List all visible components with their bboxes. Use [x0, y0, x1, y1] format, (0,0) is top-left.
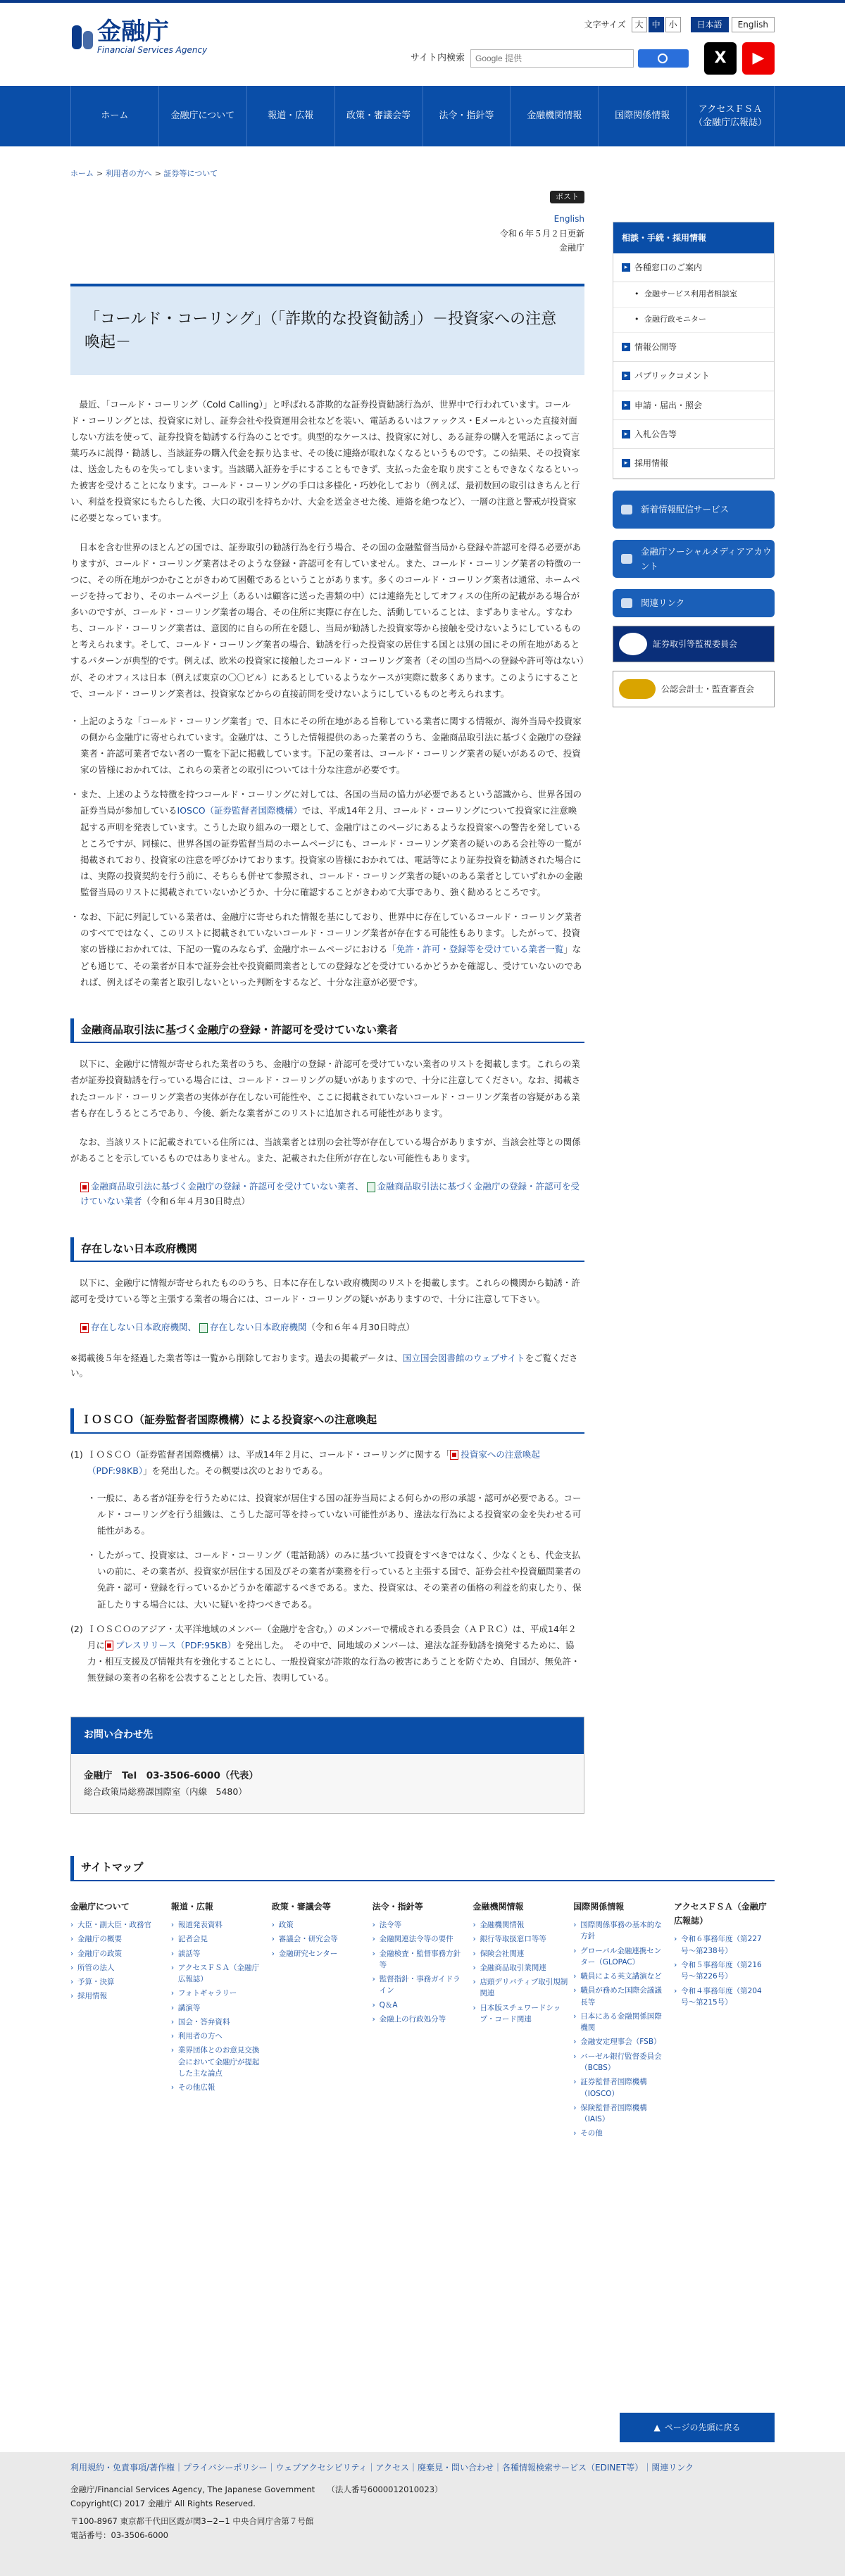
sitemap-link[interactable]: › バーゼル銀行監督委員会（BCBS） — [573, 2051, 668, 2074]
post-button[interactable]: ポスト — [550, 191, 584, 204]
nav-press[interactable]: 報道・広報 — [246, 86, 334, 146]
section-heading-gov: 存在しない日本政府機関 — [70, 1237, 584, 1263]
sitemap-link[interactable]: › その他広報 — [171, 2082, 266, 2093]
sitemap-link[interactable]: › 政策 — [272, 1919, 367, 1931]
sitemap-column — [171, 1900, 272, 2142]
sitemap-column — [70, 1900, 171, 2142]
sitemap-link[interactable]: › 所管の法人 — [70, 1962, 165, 1974]
breadcrumb: ホーム > 利用者の方へ > 証券等について — [70, 169, 218, 178]
sitemap-link[interactable]: › 談話等 — [171, 1948, 266, 1959]
lang-en-button[interactable]: English — [732, 17, 775, 32]
unregistered-note: なお、当該リストに記載されている住所には、当該業者とは別の会社等が存在している場合がありますが、当該会社等との関係があることを示しているものではありません。また、記載された住所が存在しない可能性もあります。 — [70, 1136, 581, 1163]
sidebar-heading: 相談・手続・採用情報 — [613, 222, 774, 253]
agency-name: 金融庁 — [558, 243, 584, 253]
sitemap-link[interactable]: › 金融研究センター — [272, 1948, 367, 1959]
site-logo[interactable] — [70, 18, 207, 55]
contact-heading: お問い合わせ先 — [71, 1717, 584, 1754]
sitemap-link[interactable]: › 金融関連法令等の要件 — [373, 1933, 468, 1945]
sitemap-column-heading[interactable]: 報道・広報 — [170, 1901, 213, 1912]
logo-jp: 金融庁 — [97, 18, 169, 46]
page-title: 「コールド・コーリング」（「詐欺的な投資勧誘」）－投資家への注意喚起－ — [70, 284, 584, 375]
sitemap-link[interactable]: › その他 — [573, 2128, 668, 2139]
footer-phone: 電話番号：03-3506-6000 — [70, 2530, 168, 2541]
footer-links[interactable]: 利用規約・免責事項/著作権｜プライバシーポリシー｜ウェブアクセシビリティ｜アクセス｜廃棄見・問い合わせ｜各種情報検索サービス（EDINET等）｜関連リンク — [70, 2463, 694, 2473]
gov-pdf-link[interactable]: 存在しない日本政府機関、 — [91, 1322, 197, 1333]
sitemap-link[interactable]: › 国会・答弁資料 — [171, 2016, 266, 2028]
sidebar-item-windows[interactable]: ▸ 各種窓口のご案内 — [613, 253, 774, 282]
sitemap-link[interactable]: › 保険監督者国際機構（IAIS） — [573, 2102, 668, 2126]
breadcrumb-users[interactable]: 利用者の方へ — [105, 169, 152, 178]
link-icon — [621, 598, 632, 608]
sitemap-link[interactable]: › フォトギャラリー — [171, 1988, 266, 1999]
pdf-icon — [80, 1182, 89, 1192]
sitemap-column-heading[interactable]: 国際関係情報 — [573, 1901, 625, 1912]
unregistered-excel-link[interactable]: 金融商品取引法に基づく金融庁の登録・許認可を受けていない業者 — [80, 1181, 580, 1207]
pdf-icon — [80, 1323, 89, 1333]
sitemap-link[interactable]: › 職員による英文講演など — [573, 1971, 668, 1982]
sitemap-link[interactable]: › 日本版スチュワードシップ・コード関連 — [472, 2002, 568, 2026]
sidebar-item-recruit[interactable]: ▸ 採用情報 — [613, 449, 774, 478]
nav-policy[interactable]: 政策・審議会等 — [334, 86, 423, 146]
sesc-logo-icon — [619, 633, 647, 655]
ndl-link[interactable]: 国立国会図書館のウェブサイト — [402, 1352, 525, 1363]
sitemap-column-heading[interactable]: 政策・審議会等 — [271, 1901, 331, 1912]
iosco-link[interactable]: IOSCO（証券監督者国際機構） — [177, 805, 303, 816]
excel-icon — [199, 1323, 208, 1333]
sitemap-link[interactable]: › 令和５事務年度（第216号〜第226号） — [674, 1959, 769, 1983]
sitemap-column-heading[interactable]: 法令・指針等 — [372, 1901, 423, 1912]
sitemap-link[interactable]: › 職員が務めた国際会議議長等 — [573, 1985, 668, 2008]
unregistered-pdf-link[interactable]: 金融商品取引法に基づく金融庁の登録・許認可を受けていない業者、 — [91, 1181, 364, 1192]
font-size-medium-button[interactable]: 中 — [649, 17, 664, 32]
sidebar-sub-consult[interactable]: • 金融サービス利用者相談室 — [613, 282, 774, 308]
sitemap-link[interactable]: › 令和６事務年度（第227号〜第238号） — [674, 1933, 769, 1957]
social-media-button[interactable]: 金融庁ソーシャルメディアアカウント — [613, 540, 775, 578]
sidebar-sub-monitor[interactable]: • 金融行政モニター — [613, 308, 774, 333]
iosco-point: ・ 一般に、ある者が証券を行うためには、投資家が居住する国の証券当局による何らかの形の承認・認可が必要である。コールド・コーリングを行う組織は、こうした認可等を持っていない可能性があり、違法な行為による投資家の金を失わせる可能性がある。 — [87, 1490, 584, 1539]
nav-institutions[interactable]: 金融機関情報 — [510, 86, 598, 146]
nav-international[interactable]: 国際関係情報 — [598, 86, 686, 146]
footer-copyright: Copyright(C) 2017 金融庁 All Rights Reserved. — [70, 2498, 256, 2508]
notice-item: ・ また、上述のような特徴を持つコールド・コーリングに対しては、各国の当局の協力が必要であるという認識から、世界各国の証券当局が参加しているIOSCO（証券監督者国際機構）では、平成14年２月、コールド・コーリングについて投資家に注意喚起する声明を発表しています。こうした取り組みの一環として、金融庁はこのページにあるような投資家への警告を発しているところですが、同様に、世界各国の証券監督当局のホームページにも、コールド・コーリング業者の疑いのある会社等の一覧が掲載されており、投資家の注意を呼びかけております。投資家の皆様におかれては、電話等により証券投資を勧誘された場合には、実際の投資契約を行う前に、そちらも併せて参照され、コールド・コーリング業者の疑いのある業者としていずれかの金融監督当局のリストに掲載されていないかどうか、十分に確認することがきわめて大事であり、強く勧めるところです。 — [70, 786, 584, 900]
sitemap-link[interactable]: › 大臣・副大臣・政務官 — [70, 1919, 165, 1931]
sitemap-column-heading[interactable]: 金融庁について — [70, 1901, 130, 1912]
sitemap-link[interactable]: › 店頭デリバティブ取引規制関連 — [472, 1976, 568, 2000]
sitemap-column — [472, 1900, 573, 2142]
cpaaob-logo-icon — [619, 679, 656, 699]
iosco-list: (1) ＩＯＳＣＯ（証券監督者国際機構）は、平成14年２月に、コールド・コーリングに関する「 投資家への注意喚起（PDF:98KB）」を発出した。その概要は次のとおりである。 ・ 一般に、ある者が証券を行うためには、投資家が居住する国の証券当局による何らかの形の承認・認可が必要である。コールド・コーリングを行う組織は、こうした認可等を持っていない可能性があり、違法な行為による投資家の金を失わせる可能性がある。 ・ したがって、投資家は、コールド・コーリング（電話勧誘）のみに基づいて投資をすべきではなく、少なくとも、代金支払いの前に、その業者が、投資家が居住する国及びその業者が業務を行っていると主張する国で、証券会社や投資顧問業者の免許・認可・登録を行っているかどうかを確認するべきである。また、投資家は、その業者の価格の利益を約束したり、保証したりする場合には、大いに疑いを持つべきである。 (2) ＩＯＳＣＯのアジア・太平洋地域のメンバー（金融庁を含む。）のメンバーで構成される委員会（ＡＰＲＣ）は、平成14年２月に プレスリリース（PDF:95KB）を発出した。 その中で、同地域のメンバーは、違法な証券勧誘を摘発するために、協力・相互支援及び情報共有を強化することにし、一般投資家が詐欺的な行為の被害にあうことを防ぐため、自国が、無免許・無登録の業者の名称を公表することとした旨、表明している。 — [70, 1446, 584, 1686]
sitemap-link[interactable]: › 国際関係事務の基本的な方針 — [573, 1919, 668, 1943]
location-paragraph: 日本を含む世界のほとんどの国では、証券取引の勧誘行為を行う場合、その国の金融監督当局から登録や許認可を得る必要がありますが、コールド・コーリング業者はそのような登録・許認可を有していません。また、コールド・コーリング業者の特徴の一つに、その所在地がつかむことがきわめて困難であるということがあります。多くのコールド・コーリング業者は通常、ホームページを持っており、そのホームページ上（あるいは顧客に送った書類の中）には連絡先としてオフィスの住所の記載がある場合が多いのですが、コールド・コーリング業者の場合、その住所に実際に存在した、活動していることは、まずありません。すなわち、コールド・コーリング業者は、意図的に自らの所在を隠し、当局が勧誘した投資家等から接触を受けないようにしているものと考えられます。そして、コールド・コーリング業者の場合、勧誘を行った投資家の居住する国とは別の国にその所在地があるとするパターンが典型的です。例えば、欧米の投資家に接触したコールド・コーリング業者（その国の当局への登録や許可等はない）が、そのオフィスは日本（例えば東京の〇〇ビル）にあるとしているようなケースが実際に数多くあります。このようにすることで、コールド・コーリング業者は、投資家などからの直接訪問を受けないようにしているものと考えられます。 — [70, 541, 584, 699]
sitemap-link[interactable]: › 令和４事務年度（第204号〜第215号） — [674, 1985, 769, 2009]
sitemap-link[interactable]: › 金融上の行政処分等 — [373, 2014, 468, 2025]
sitemap-column — [373, 1900, 473, 2142]
footer-agency: 金融庁/Financial Services Agency, The Japanese Government （法人番号6000012010023） — [70, 2485, 443, 2495]
nav-access-fsa[interactable]: アクセスＦＳＡ （金融庁広報誌） — [686, 86, 775, 146]
notice-item: ・ なお、下記に列記している業者は、金融庁に寄せられた情報を基にしており、世界中に存在しているコールド・コーリング業者のすべてではなく、このリストに掲載されていないコールド・コーリング業者が存在する可能性もあります。したがって、投資家の皆様におかれては、下記の一覧のみならず、金融庁ホームページにおける「免許・許可・登録等を受けている業者一覧」なども通じて、その業者が日本で証券会社や投資顧問業者としての登録などを受けているかどうかを確認し、受けていないのであれば、例えばその業者と取引しないといった判断をするなど、十分な注意が必要です。 — [70, 909, 584, 990]
x-twitter-icon[interactable]: X — [704, 42, 737, 75]
page-top-button[interactable]: ▲ ページの先頭に戻る — [620, 2413, 775, 2442]
news-delivery-button[interactable]: 新着情報配信サービス — [613, 491, 775, 529]
contact-dept: 総合政策局総務課国際室（内線 5480） — [84, 1786, 247, 1797]
sesc-banner[interactable]: 証券取引等監視委員会 — [613, 626, 775, 662]
sitemap-link[interactable]: › Q＆A — [373, 2000, 468, 2011]
sitemap-link[interactable]: › 日本にある金融関係国際機関 — [573, 2011, 668, 2034]
sitemap-link[interactable]: › 銀行等取扱窓口等等 — [472, 1933, 568, 1945]
sidebar-item-bidding[interactable]: ▸ 入札公告等 — [613, 420, 774, 449]
sitemap-link[interactable]: › 記者会見 — [171, 1933, 266, 1945]
pdf-icon — [105, 1641, 113, 1650]
sitemap-link[interactable]: › 審議会・研究会等 — [272, 1933, 367, 1945]
english-link[interactable]: English — [553, 214, 584, 225]
cpaaob-banner[interactable]: 公認会計士・監査審査会 — [613, 671, 775, 707]
gov-paragraph: 以下に、金融庁に情報が寄せられたもののうち、日本に存在しない政府機関のリストを掲載します。これらの機関から勧誘・許認可を受けている等と主張する業者の場合には、コールド・コーリングの疑いがありますので、十分に注意して下さい。 — [70, 1277, 580, 1305]
main-content: ポスト English 令和６年５月２日更新 金融庁 「コールド・コーリング」（「詐欺的な投資勧誘」）－投資家への注意喚起－ 最近、「コールド・コーリング（Cold Calling）」と呼ばれる詐欺的な証券投資勧誘行為が、世界中で行われています。コールド・コーリングとは、投資家に対し、証券会社や投資運用会社などを装い、電話あるいはファックス・Eメールといった直接対面しない方法を使って、証券投資を勧誘する行為のことです。典型的なケースは、投資家に対し、ある証券の購入を電話によって言葉巧みに説得・勧誘し、当該証券の購入代金を振り込ませ、その後に連絡が取れなくなるというものです。この結果、その投資家は、送金したものを失ってしまいます。当該購入証券を手にすることもできず、支払った金を取り戻すこともできなくなるといった被害を受けることになります。コールド・コーリングの手口は多様化・巧妙化しており（例えば、最初数回の取引はきちんと行い、利益を投資家にもたらした後、大口の取引を持ちかけ、大金を送金させた後、連絡を絶つなど）、一層の注意と警戒が投資家に必要となっています。 日本を含む世界のほとんどの国では、証券取引の勧誘行為を行う場合、その国の金融監督当局から登録や許認可を得る必要がありますが、コールド・コーリング業者はそのような登録・許認可を有していません。また、コールド・コーリング業者の特徴の一つに、その所在地がつかむことがきわめて困難であるということがあります。多くのコールド・コーリング業者は通常、ホームページを持っており、そのホームページ上（あるいは顧客に送った書類の中）には連絡先としてオフィスの住所の記載がある場合が多いのですが、コールド・コーリング業者の場合、その住所に実際に存在した、活動していることは、まずありません。すなわち、コールド・コーリング業者は、意図的に自らの所在を隠し、当局が勧誘した投資家等から接触を受けないようにしているものと考えられます。そして、コールド・コーリング業者の場合、勧誘を行った投資家の居住する国とは別の国にその所在地があるとするパターンが典型的です。例えば、欧米の投資家に接触したコールド・コーリング業者（その国の当局への登録や許可等はない）が、そのオフィスは日本（例えば東京の〇〇ビル）にあるとしているようなケースが実際に数多くあります。このようにすることで、コールド・コーリング業者は、投資家などからの直接訪問を受けないようにしているものと考えられます。 ・ 上記のような「コールド・コーリング業者」で、日本にその所在地がある旨称している業者に関する情報が、海外当局や投資家の側から金融庁に寄せられています。金融庁は、こうした情報提供のあった業者のうち、金融商品取引法に基づく金融庁の登録業者・許認可業者でない者の一覧を下記に掲載しています。下記の業者は、コールド・コーリング業者の疑いがあるので、投資家の皆様におかれては、これらの業者との取引については十分な注意が必要です。 ・ また、上述のような特徴を持つコールド・コーリングに対しては、各国の当局の協力が必要であるという認識から、世界各国の証券当局が参加しているIOSCO（証券監督者国際機構）では、平成14年２月、コールド・コーリングについて投資家に注意喚起する声明を発表しています。こうした取り組みの一環として、金融庁はこのページにあるような投資家への警告を発しているところですが、同様に、世界各国の証券監督当局のホームページにも、コールド・コーリング業者の疑いのある会社等の一覧が掲載されており、投資家の注意を呼びかけております。投資家の皆様におかれては、電話等により証券投資を勧誘された場合には、実際の投資契約を行う前に、そちらも併せて参照され、コールド・コーリング業者の疑いのある業者としていずれかの金融監督当局のリストに掲載されていないかどうか、十分に確認することがきわめて大事であり、強く勧めるところです。 ・ なお、下記に列記している業者は、金融庁に寄せられた情報を基にしており、世界中に存在しているコールド・コーリング業者のすべてではなく、このリストに掲載されていないコールド・コーリング業者が存在する可能性もあります。したがって、投資家の皆様におかれては、下記の一覧のみならず、金融庁ホームページにおける「免許・許可・登録等を受けている業者一覧」なども通じて、その業者が日本で証券会社や投資顧問業者としての登録などを受けているかどうかを確認し、受けていないのであれば、例えばその業者と取引しないといった判断をするなど、十分な注意が必要です。 金融商品取引法に基づく金融庁の登録・許認可を受けていない業者 以下に、金融庁に情報が寄せられた業者のうち、金融庁の登録・許認可を受けていない業者のリストを掲載します。これらの業者が証券投資勧誘を行っている場合には、コールド・コーリングの疑いがありますので、十分に注意してください。なお、掲載されたコールド・コーリング業者の実体が存在しない可能性や、ここに掲載されていないコールド・コーリング業者の容疑がある業者も存在しうるところであり、今後、新たな業者がこのリストに追加される可能性があります。 なお、当該リストに記載されている住所には、当該業者とは別の会社等が存在している場合がありますが、当該会社等との関係があることを示しているものではありません。また、記載された住所が存在しない可能性もあります。 金融商品取引法に基づく金融庁の登録・許認可を受けていない業者、 金融商品取引法に基づく金融庁の登録・許認可を受けていない業者（令和６年４月30日時点） 存在しない日本政府機関 以下に、金融庁に情報が寄せられたもののうち、日本に存在しない政府機関のリストを掲載します。これらの機関から勧誘・許認可を受けている等と主張する業者の場合には、コールド・コーリングの疑いがありますので、十分に注意して下さい。 存在しない日本政府機関、 存在しない日本政府機関（令和６年４月30日時点） ※掲載後５年を経過した業者等は一覧から削除しております。過去の掲載データは、国立国会図書館のウェブサイトをご覧ください。 ＩＯＳＣＯ（証券監督者国際機構）による投資家への注意喚起 (1) ＩＯＳＣＯ（証券監督者国際機構）は、平成14年２月に、コールド・コーリングに関する「 投資家への注意喚起（PDF:98KB）」を発出した。その概要は次のとおりである。 ・ 一般に、ある者が証券を行うためには、投資家が居住する国の証券当局による何らかの形の承認・認可が必要である。コールド・コーリングを行う組織は、こうした認可等を持っていない可能性があり、違法な行為による投資家の金を失わせる可能性がある。 ・ したがって、投資家は、コールド・コーリング（電話勧誘）のみに基づいて投資をすべきではなく、少なくとも、代金支払いの前に、その業者が、投資家が居住する国及びその業者が業務を行っていると主張する国で、証券会社や投資顧問業者の免許・認可・登録を行っているかどうかを確認するべきである。また、投資家は、その業者の価格の利益を約束したり、保証したりする場合には、大いに疑いを持つべきである。 (2) ＩＯＳＣＯのアジア・太平洋地域のメンバー（金融庁を含む。）のメンバーで構成される委員会（ＡＰＲＣ）は、平成14年２月に プレスリリース（PDF:95KB）を発出した。 その中で、同地域のメンバーは、違法な証券勧誘を摘発するために、協力・相互支援及び情報共有を強化することにし、一般投資家が詐欺的な行為の被害にあうことを防ぐため、自国が、無免許・無登録の業者の名称を公表することとした旨、表明している。 お問い合わせ先 金融庁 Tel 03-3506-6000（代表） 総合政策局総務課国際室（内線 5480） — [70, 189, 584, 1814]
fsa-logo-icon — [70, 23, 94, 51]
sitemap-link[interactable]: › 利用者の方へ — [171, 2031, 266, 2042]
nav-home[interactable]: ホーム — [70, 86, 158, 146]
sitemap-column — [272, 1900, 373, 2142]
breadcrumb-home[interactable]: ホーム — [70, 169, 94, 178]
sidebar-item-application[interactable]: ▸ 申請・届出・照会 — [613, 391, 774, 420]
search-input[interactable] — [470, 49, 634, 68]
global-nav — [0, 86, 845, 146]
nav-laws[interactable]: 法令・指針等 — [423, 86, 511, 146]
youtube-icon[interactable]: ▶ — [742, 42, 775, 75]
sitemap-link[interactable]: › 報道発表資料 — [171, 1919, 266, 1931]
iosco-warning-link[interactable]: 投資家への注意喚起（PDF:98KB） — [87, 1448, 540, 1476]
gov-excel-link[interactable]: 存在しない日本政府機関 — [210, 1322, 307, 1333]
excel-icon — [367, 1182, 375, 1192]
sidebar-item-disclosure[interactable]: ▸ 情報公開等 — [613, 333, 774, 362]
font-size-label: 文字サイズ — [584, 19, 626, 30]
sitemap-link[interactable]: › 講演等 — [171, 2002, 266, 2014]
sitemap-link[interactable]: › 法令等 — [373, 1919, 468, 1931]
contact-box — [70, 1717, 584, 1814]
notice-list — [70, 713, 584, 990]
archive-note: ※掲載後５年を経過した業者等は一覧から削除しております。過去の掲載データは、国立国会図書館のウェブサイトをご覧ください。 — [70, 1352, 578, 1378]
notice-item: ・ 上記のような「コールド・コーリング業者」で、日本にその所在地がある旨称している業者に関する情報が、海外当局や投資家の側から金融庁に寄せられています。金融庁は、こうした情報提供のあった業者のうち、金融商品取引法に基づく金融庁の登録業者・許認可業者でない者の一覧を下記に掲載しています。下記の業者は、コールド・コーリング業者の疑いがあるので、投資家の皆様におかれては、これらの業者との取引については十分な注意が必要です。 — [70, 713, 584, 778]
sitemap-link[interactable]: › グローバル金融連携センター（GLOPAC） — [573, 1945, 668, 1969]
lang-ja-button[interactable]: 日本語 — [691, 17, 729, 32]
footer-address: 〒100-8967 東京都千代田区霞が関3−2−1 中央合同庁舎第７号館 — [70, 2516, 314, 2527]
search-button[interactable] — [638, 49, 689, 68]
press-release-link[interactable]: プレスリリース（PDF:95KB） — [115, 1639, 237, 1650]
sitemap-link[interactable]: › アクセスＦＳＡ（金融庁広報誌） — [171, 1962, 266, 1985]
sitemap-link[interactable]: › 金融商品取引業関連 — [472, 1962, 568, 1974]
sitemap-column — [674, 1900, 775, 2142]
social-icon — [621, 554, 632, 564]
nav-about[interactable]: 金融庁について — [158, 86, 246, 146]
sitemap-link[interactable]: › 採用情報 — [70, 1990, 165, 2002]
sitemap-column — [573, 1900, 674, 2142]
sitemap-link[interactable]: › 金融庁の政策 — [70, 1948, 165, 1959]
sitemap-link[interactable]: › 証券監督者国際機構（IOSCO） — [573, 2076, 668, 2100]
sitemap-column-heading[interactable]: アクセスＦＳＡ（金融庁広報誌） — [674, 1901, 767, 1926]
sitemap-link[interactable]: › 金融機関情報 — [472, 1919, 568, 1931]
pdf-icon — [450, 1450, 458, 1460]
sitemap-link[interactable]: › 保険会社関連 — [472, 1948, 568, 1959]
sidebar — [613, 189, 775, 1814]
sitemap-link[interactable]: › 監督指針・事務ガイドライン — [373, 1974, 468, 1997]
sitemap-column-heading[interactable]: 金融機関情報 — [472, 1901, 524, 1912]
sitemap-link[interactable]: › 予算・決算 — [70, 1976, 165, 1988]
licensed-list-link[interactable]: 免許・許可・登録等を受けている業者一覧 — [396, 944, 564, 955]
sitemap-link[interactable]: › 金融庁の概要 — [70, 1933, 165, 1945]
breadcrumb-securities[interactable]: 証券等について — [163, 169, 218, 178]
sitemap-heading: サイトマップ — [70, 1856, 775, 1881]
sidebar-item-comment[interactable]: ▸ パブリックコメント — [613, 362, 774, 391]
font-size-small-button[interactable]: 小 — [665, 17, 681, 32]
iosco-point: ・ したがって、投資家は、コールド・コーリング（電話勧誘）のみに基づいて投資をすべきではなく、少なくとも、代金支払いの前に、その業者が、投資家が居住する国及びその業者が業務を行っていると主張する国で、証券会社や投資顧問業者の免許・認可・登録を行っているかどうかを確認するべきである。また、投資家は、その業者の価格の利益を約束したり、保証したりする場合には、大いに疑いを持つべきである。 — [87, 1547, 584, 1612]
unregistered-paragraph: 以下に、金融庁に情報が寄せられた業者のうち、金融庁の登録・許認可を受けていない業者のリストを掲載します。これらの業者が証券投資勧誘を行っている場合には、コールド・コーリングの疑いがありますので、十分に注意してください。なお、掲載されたコールド・コーリング業者の実体が存在しない可能性や、ここに掲載されていないコールド・コーリング業者の容疑がある業者も存在しうるところであり、今後、新たな業者がこのリストに追加される可能性があります。 — [70, 1059, 581, 1118]
logo-en: Financial Services Agency — [97, 45, 208, 55]
updated-date: 令和６年５月２日更新 — [499, 228, 584, 239]
sitemap — [0, 1856, 845, 2142]
sitemap-link[interactable]: › 業界団体とのお意見交換会において金融庁が提起した主な論点 — [171, 2045, 266, 2079]
font-size-large-button[interactable]: 大 — [632, 17, 647, 32]
sitemap-link[interactable]: › 金融検査・監督事務方針等 — [373, 1948, 468, 1971]
related-links-button[interactable]: 関連リンク — [613, 589, 775, 617]
footer — [0, 2452, 845, 2576]
section-heading-unregistered: 金融商品取引法に基づく金融庁の登録・許認可を受けていない業者 — [70, 1018, 584, 1044]
search-label: サイト内検索 — [410, 52, 465, 63]
intro-paragraph: 最近、「コールド・コーリング（Cold Calling）」と呼ばれる詐欺的な証券投資勧誘行為が、世界中で行われています。コールド・コーリングとは、投資家に対し、証券会社や投資運用会社などを装い、電話あるいはファックス・Eメールといった直接対面しない方法を使って、証券投資を勧誘する行為のことです。典型的なケースは、投資家に対し、ある証券の購入を電話によって言葉巧みに説得・勧誘し、当該証券の購入代金を振り込ませ、その後に連絡が取れなくなるというものです。この結果、その投資家は、送金したものを失ってしまいます。当該購入証券を手にすることもできず、支払った金を取り戻すこともできなくなるといった被害を受けることになります。コールド・コーリングの手口は多様化・巧妙化しており（例えば、最初数回の取引はきちんと行い、利益を投資家にもたらした後、大口の取引を持ちかけ、大金を送金させた後、連絡を絶つなど）、一層の注意と警戒が投資家に必要となっています。 — [70, 398, 580, 524]
sitemap-link[interactable]: › 金融安定理事会（FSB） — [573, 2036, 668, 2047]
contact-phone: 金融庁 Tel 03-3506-6000（代表） — [84, 1769, 258, 1781]
section-heading-iosco: ＩＯＳＣＯ（証券監督者国際機構）による投資家への注意喚起 — [70, 1408, 584, 1434]
site-header — [0, 0, 845, 86]
mail-icon — [621, 505, 632, 514]
